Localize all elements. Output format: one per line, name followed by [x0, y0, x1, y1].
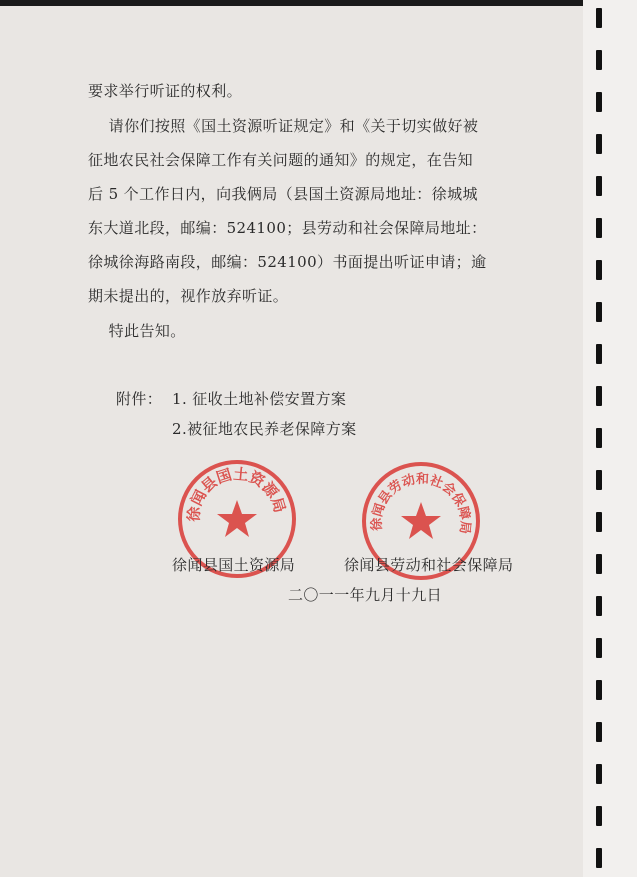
body-line-4: 后 5 个工作日内，向我俩局（县国土资源局地址：徐城城 — [88, 185, 478, 203]
attachment-label: 附件： — [116, 390, 163, 408]
perforation-hole — [596, 428, 602, 448]
scanner-strip — [583, 0, 637, 877]
attachment-item-1: 1. 征收土地补偿安置方案 — [172, 390, 347, 408]
perforation-hole — [596, 680, 602, 700]
body-line-3: 征地农民社会保障工作有关问题的通知》的规定，在告知 — [88, 151, 474, 169]
perforation-hole — [596, 50, 602, 70]
perforation-hole — [596, 806, 602, 826]
perforation-hole — [596, 260, 602, 280]
perforation-hole — [596, 218, 602, 238]
document-page — [0, 6, 584, 877]
perforation-hole — [596, 764, 602, 784]
signing-date: 二〇一一年九月十九日 — [288, 586, 443, 604]
perforation-hole — [596, 134, 602, 154]
body-line-7: 期未提出的，视作放弃听证。 — [88, 287, 289, 305]
seal-text-1: 徐闻县国土资源局 — [184, 464, 289, 523]
signatory-land-bureau: 徐闻县国土资源局 — [172, 556, 296, 574]
perforation-hole — [596, 848, 602, 868]
perforation-hole — [596, 8, 602, 28]
perforation-hole — [596, 302, 602, 322]
perforation-hole — [596, 512, 602, 532]
perforation-hole — [596, 722, 602, 742]
perforation-hole — [596, 554, 602, 574]
body-line-1: 要求举行听证的权利。 — [88, 82, 243, 100]
perforation-hole — [596, 344, 602, 364]
body-line-8: 特此告知。 — [88, 322, 186, 340]
perforation-hole — [596, 638, 602, 658]
body-line-5: 东大道北段，邮编：524100；县劳动和社会保障局地址： — [88, 219, 487, 237]
attachment-item-2: 2.被征地农民养老保障方案 — [172, 420, 357, 438]
body-line-2: 请你们按照《国土资源听证规定》和《关于切实做好被 — [88, 117, 479, 135]
perforation-hole — [596, 386, 602, 406]
signatory-labor-bureau: 徐闻县劳动和社会保障局 — [344, 556, 514, 574]
perforation-hole — [596, 470, 602, 490]
body-line-6: 徐城徐海路南段，邮编：524100）书面提出听证申请；逾 — [88, 253, 487, 271]
perforation-hole — [596, 176, 602, 196]
seal-text-2: 徐闻县劳动和社会保障局 — [369, 471, 473, 535]
perforation-column — [596, 0, 608, 877]
perforation-hole — [596, 92, 602, 112]
perforation-hole — [596, 596, 602, 616]
